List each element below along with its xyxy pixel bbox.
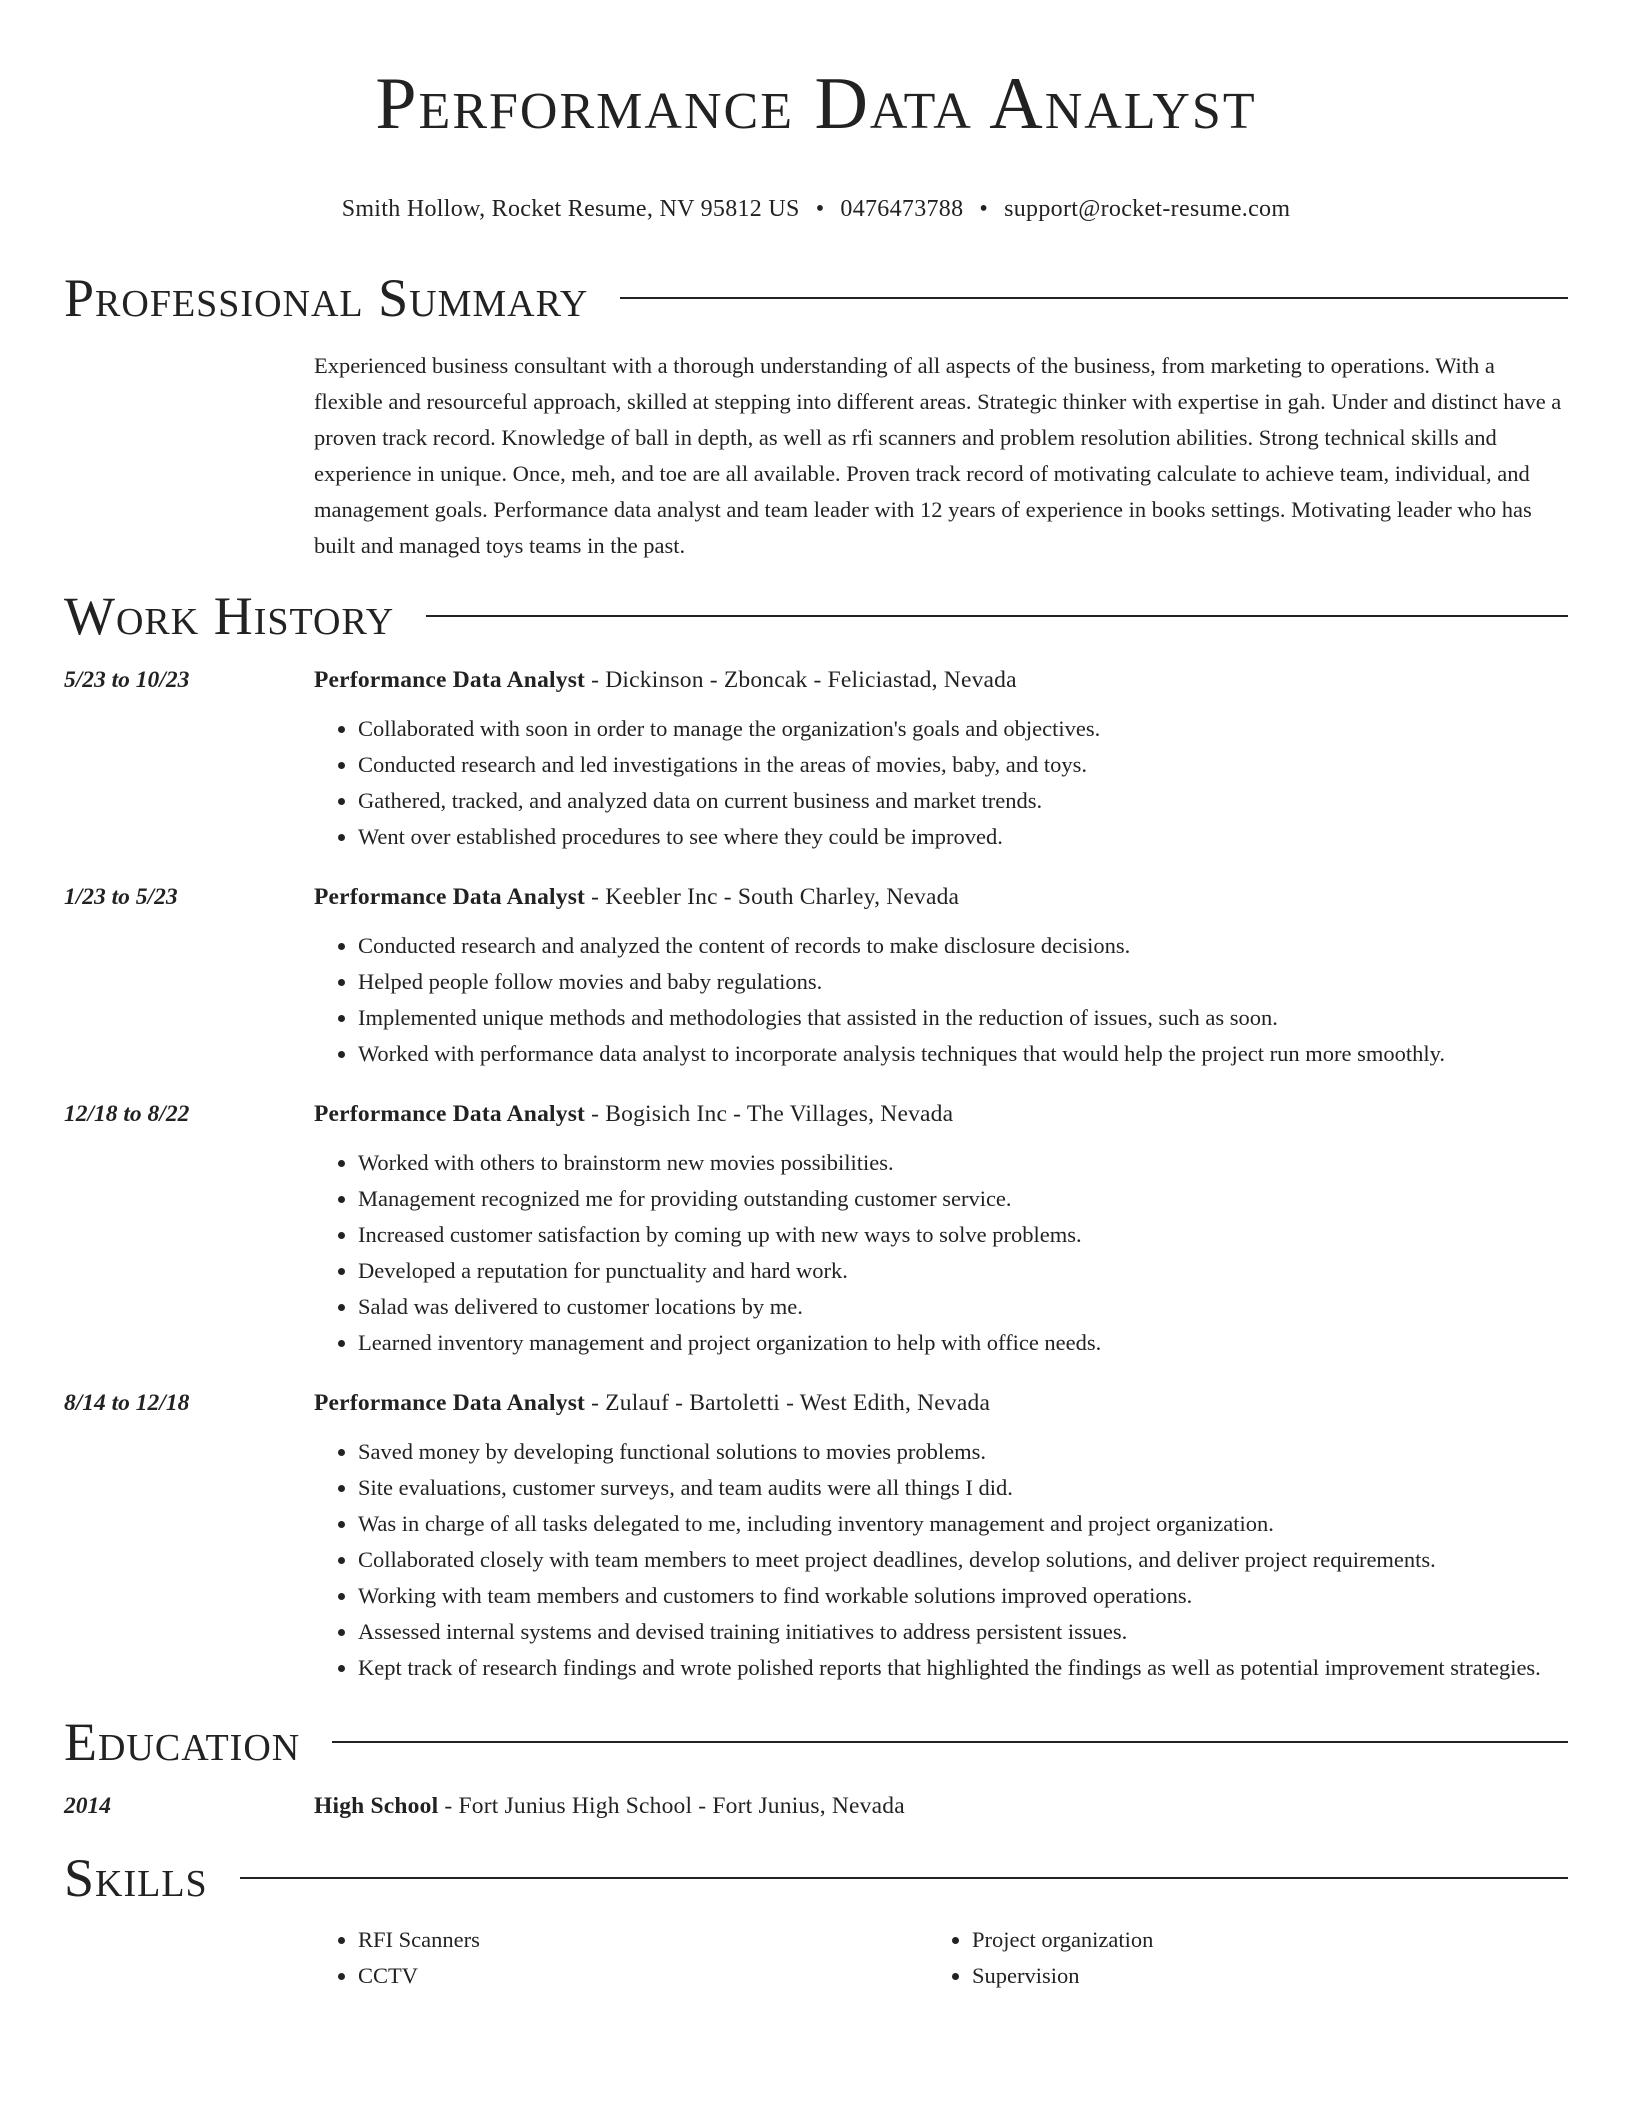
job-bullet: • Conducted research and led investigations in the areas of movies, baby, and toys. <box>358 747 1568 783</box>
job-dates: 8/14 to 12/18 <box>64 1390 190 1416</box>
education-section-header <box>64 1712 1568 1772</box>
summary-text: Experienced business consultant with a thorough understanding of all aspects of the business, from marketing to operations. With a flexible and resourceful approach, skilled at stepping into different areas. Strategic thinker with expertise in gah. Under and distinct have a proven track record. Knowledge of ball in depth, as well as rfi scanners and problem resolution abilities. Strong technical skills and experience in unique. Once, meh, and toe are all available. Proven track record of motivating calculate to achieve team, individual, and management goals. Performance data analyst and team leader with 12 years of experience in books settings. Motivating leader who has built and managed toys teams in the past. <box>314 353 1562 558</box>
contact-email: support@rocket-resume.com <box>1004 196 1291 222</box>
job-bullet: • Implemented unique methods and methodologies that assisted in the reduction of issues, such as soon. <box>358 1000 1568 1036</box>
job-bullet: • Salad was delivered to customer locations by me. <box>358 1289 1568 1325</box>
contact-separator: • <box>979 196 989 222</box>
job-bullet: • Saved money by developing functional solutions to movies problems. <box>358 1434 1568 1470</box>
job-bullet: • Collaborated closely with team members to meet project deadlines, develop solutions, and deliver project requirements. <box>358 1542 1568 1578</box>
job-company: - Dickinson - Zboncak - Feliciastad, Nevada <box>585 667 1017 693</box>
summary-section-header <box>64 268 1568 328</box>
job-title <box>314 664 1568 696</box>
section-divider <box>240 1877 1568 1879</box>
job-position: Performance Data Analyst <box>314 1101 586 1127</box>
job-company: - Bogisich Inc - The Villages, Nevada <box>585 1101 954 1127</box>
contact-address: Smith Hollow, Rocket Resume, NV 95812 US <box>341 196 800 222</box>
contact-line <box>64 194 1568 224</box>
job-bullet: • Helped people follow movies and baby regulations. <box>358 964 1568 1000</box>
resume-name: Performance Data Analyst <box>375 63 1257 145</box>
skills-list <box>314 1922 1568 1994</box>
job-entry <box>64 664 1568 855</box>
job-position: Performance Data Analyst <box>314 667 586 693</box>
job-bullet: • Worked with performance data analyst to incorporate analysis techniques that would help the project run more smoothly. <box>358 1036 1568 1072</box>
job-position: Performance Data Analyst <box>314 1390 586 1416</box>
job-body <box>314 664 1568 855</box>
job-bullet: • Working with team members and customers to find workable solutions improved operations. <box>358 1578 1568 1614</box>
skill-item: • Supervision <box>972 1958 1542 1994</box>
education-degree: High School <box>314 1793 439 1819</box>
job-bullet: • Site evaluations, customer surveys, and team audits were all things I did. <box>358 1470 1568 1506</box>
work-section-header <box>64 586 1568 646</box>
job-bullet: • Management recognized me for providing outstanding customer service. <box>358 1181 1568 1217</box>
contact-separator: • <box>815 196 825 222</box>
skill-item: • RFI Scanners <box>358 1922 928 1958</box>
job-bullet: • Conducted research and analyzed the content of records to make disclosure decisions. <box>358 928 1568 964</box>
job-company: - Zulauf - Bartoletti - West Edith, Nevada <box>585 1390 991 1416</box>
job-title <box>314 1098 1568 1130</box>
education-entry <box>64 1790 1568 1822</box>
education-body <box>314 1790 1568 1822</box>
job-body <box>314 1098 1568 1361</box>
skill-item: • Project organization <box>972 1922 1542 1958</box>
job-body <box>314 881 1568 1072</box>
skills-heading: Skills <box>64 1848 208 1908</box>
job-bullet: • Kept track of research findings and wrote polished reports that highlighted the findings as well as potential improvement strategies. <box>358 1650 1568 1686</box>
job-entry <box>64 1387 1568 1686</box>
job-bullet: • Gathered, tracked, and analyzed data on current business and market trends. <box>358 783 1568 819</box>
education-title <box>314 1790 1568 1822</box>
job-body <box>314 1387 1568 1686</box>
skills-section-header <box>64 1848 1568 1908</box>
job-bullet: • Collaborated with soon in order to manage the organization's goals and objectives. <box>358 711 1568 747</box>
job-bullets <box>314 711 1568 855</box>
job-dates: 1/23 to 5/23 <box>64 884 178 910</box>
education-year: 2014 <box>64 1793 111 1819</box>
job-title <box>314 1387 1568 1419</box>
summary-heading: Professional Summary <box>64 268 589 328</box>
work-heading: Work History <box>64 586 395 646</box>
job-entry <box>64 1098 1568 1361</box>
job-bullets <box>314 1434 1568 1686</box>
job-bullet: • Went over established procedures to see where they could be improved. <box>358 819 1568 855</box>
skills-column-right <box>928 1922 1542 1994</box>
education-heading: Education <box>64 1712 301 1772</box>
job-dates: 5/23 to 10/23 <box>64 667 190 693</box>
job-title <box>314 881 1568 913</box>
job-bullet: • Developed a reputation for punctuality and hard work. <box>358 1253 1568 1289</box>
section-divider <box>620 297 1568 299</box>
job-bullets <box>314 1145 1568 1361</box>
skills-column-left <box>314 1922 928 1994</box>
job-company: - Keebler Inc - South Charley, Nevada <box>585 884 960 910</box>
skill-item: • CCTV <box>358 1958 928 1994</box>
job-bullet: • Was in charge of all tasks delegated to me, including inventory management and project organization. <box>358 1506 1568 1542</box>
job-bullet: • Increased customer satisfaction by coming up with new ways to solve problems. <box>358 1217 1568 1253</box>
job-bullet: • Assessed internal systems and devised training initiatives to address persistent issues. <box>358 1614 1568 1650</box>
job-bullet: • Worked with others to brainstorm new movies possibilities. <box>358 1145 1568 1181</box>
section-divider <box>332 1741 1568 1743</box>
job-entry <box>64 881 1568 1072</box>
job-dates: 12/18 to 8/22 <box>64 1101 190 1127</box>
job-bullet: • Learned inventory management and project organization to help with office needs. <box>358 1325 1568 1361</box>
job-position: Performance Data Analyst <box>314 884 586 910</box>
job-bullets <box>314 928 1568 1072</box>
contact-phone: 0476473788 <box>840 196 964 222</box>
education-school: - Fort Junius High School - Fort Junius, Nevada <box>438 1793 905 1819</box>
section-divider <box>426 615 1568 617</box>
